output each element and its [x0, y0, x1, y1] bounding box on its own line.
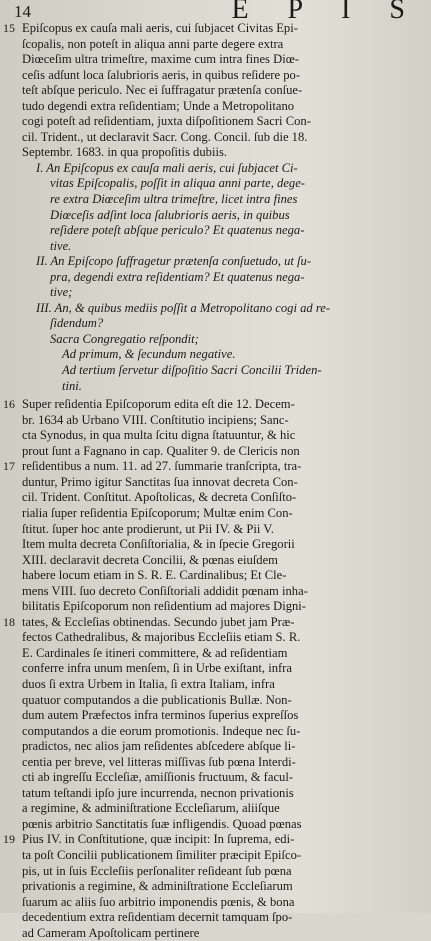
line-text: XIII. declaravit decreta Concilii, & pœnas eiuſdem: [22, 552, 278, 567]
text-line: [0, 379, 431, 395]
text-line: [0, 285, 431, 301]
text-line: [0, 770, 431, 786]
line-text: ſuarum ac aliis ſuo arbitrio imponendis pœnis, & bona: [22, 894, 295, 909]
marginal-number: 15: [3, 21, 15, 35]
line-text: duntur, Primo igitur Sanctitas ſua innovat decreta Con-: [22, 474, 298, 489]
marginal-number: 18: [3, 614, 15, 629]
line-text: computandos a die eorum promotionis. Indeque nec ſu-: [22, 723, 301, 738]
text-line: [0, 428, 431, 444]
text-line: [0, 848, 431, 864]
line-text: cta Synodus, in qua multa ſcitu digna ſtatuuntur, & hic: [22, 428, 296, 443]
line-text: re extra Diœceſim ultra trimeſtre, licet intra fines: [50, 192, 298, 207]
text-line: [0, 693, 431, 709]
text-line: [0, 459, 431, 475]
line-text: quatuor computandos a die publicationis Bullæ. Non-: [22, 692, 292, 707]
text-line: [0, 161, 431, 177]
line-text: br. 1634 ab Urbano VIII. Conſtitutio incipiens; Sanc-: [22, 412, 289, 427]
line-text: II. An Epiſcopo ſuffragetur prætenſa conſuetudo, ut ſu-: [36, 254, 312, 269]
text-line: [0, 99, 431, 115]
line-text: prout ſunt a Fagnano in cap. Qualiter 9. de Clericis non: [22, 443, 300, 458]
line-text: Diœceſim ultra trimeſtre, maxime cum intra fines Diœ-: [22, 52, 299, 67]
text-line: [0, 568, 431, 584]
line-text: pis, ut in ſuis Eccleſiis perſonaliter reſideant ſub pœna: [22, 863, 292, 878]
text-line: [0, 301, 431, 317]
text-line: [0, 490, 431, 506]
text-line: [0, 630, 431, 646]
line-text: cil. Trident. Conſtitut. Apoſtolicas, & decreta Conſiſto-: [22, 490, 297, 505]
line-text: conferre infra unum menſem, ſi in Urbe exiſtant, infra: [22, 661, 292, 676]
line-text: Diœceſis adſint loca ſalubrioris aeris, in quibus: [50, 207, 290, 222]
text-line: [0, 223, 431, 239]
text-line: [0, 444, 431, 460]
line-text: fectos Cathedralibus, & majoribus Eccleſiis etiam S. R.: [22, 630, 301, 645]
text-line: [0, 646, 431, 662]
line-text: tatum teſtandi ipſo jure incurrenda, necnon privationis: [22, 785, 294, 800]
line-text: cogi poteſt ad reſidentiam, juxta diſpoſitionem Sacri Con-: [22, 114, 311, 129]
text-line: [0, 270, 431, 286]
line-text: E. Cardinales ſe itineri committere, & ad reſidentiam: [22, 645, 288, 660]
text-line: [0, 599, 431, 615]
line-text: duos ſi extra Urbem in Italia, ſi extra Italiam, infra: [22, 676, 275, 691]
line-text: Ad primum, & ſecundum negative.: [62, 347, 236, 362]
text-line: [0, 130, 431, 146]
page-body-text: [0, 21, 431, 941]
text-line: [0, 801, 431, 817]
text-line: [0, 895, 431, 911]
text-line: [0, 208, 431, 224]
text-line: [0, 553, 431, 569]
line-text: pradictos, nec alios jam reſidentes abſcedere abſque li-: [22, 739, 296, 754]
text-line: [0, 677, 431, 693]
line-text: bilitatis Epiſcoporum non reſidentium ad majores Digni-: [22, 599, 307, 614]
text-line: [0, 475, 431, 491]
text-line: [0, 413, 431, 429]
text-line: [0, 661, 431, 677]
line-text: a regimine, & adminiſtratione Eccleſiarum, aliiſque: [22, 801, 280, 816]
line-text: tive.: [50, 238, 72, 253]
line-text: ceſis adſunt loca ſalubrioris aeris, in quibus reſidere po-: [22, 67, 301, 82]
marginal-number: 16: [3, 397, 15, 412]
line-text: reſidentibus a num. 11. ad 27. ſummarie tranſcripta, tra-: [22, 459, 302, 474]
line-text: tini.: [62, 378, 82, 393]
line-text: pra, degendi extra reſidentiam? Et quatenus nega-: [50, 269, 305, 284]
marginal-number: 19: [3, 832, 15, 847]
text-line: [0, 864, 431, 880]
line-text: cti ab ingreſſu Eccleſiæ, amiſſionis fructuum, & facul-: [22, 770, 294, 785]
text-line: [0, 832, 431, 848]
text-line: [0, 145, 431, 161]
text-line: [0, 817, 431, 833]
text-line: [0, 37, 431, 53]
text-line: [0, 879, 431, 895]
line-text: Epiſcopus ex cauſa mali aeris, cui ſubjacet Civitas Epi-: [22, 21, 298, 35]
line-text: ad Cameram Apoſtolicam pertinere: [22, 925, 200, 940]
text-line: [0, 708, 431, 724]
line-text: habere locum etiam in S. R. E. Cardinalibus; Et Cle-: [22, 568, 287, 583]
line-text: dum autem Præfectos infra terminos ſuperius expreſſos: [22, 708, 299, 723]
line-text: tive;: [50, 285, 73, 300]
text-line: [0, 83, 431, 99]
text-line: [0, 615, 431, 631]
text-line: [0, 316, 431, 332]
text-line: [0, 537, 431, 553]
text-line: [0, 910, 431, 926]
text-line: [0, 724, 431, 740]
line-text: decedentium extra reſidentiam decernit tamquam ſpo-: [22, 910, 293, 925]
line-text: Super reſidentia Epiſcoporum edita eſt die 12. Decem-: [22, 397, 295, 412]
line-text: Pius IV. in Conſtitutione, quæ incipit: In ſuprema, edi-: [22, 832, 295, 847]
line-text: vitas Epiſcopalis, poſſit in aliqua anni parte, dege-: [50, 176, 305, 191]
text-line: [0, 347, 431, 363]
line-text: ſcopalis, non poteſt in aliqua anni parte degere extra: [22, 36, 284, 51]
line-text: tates, & Eccleſias obtinendas. Secundo jubet jam Præ-: [22, 614, 295, 629]
text-line: [0, 239, 431, 255]
line-text: mens VIII. ſuo decreto Conſiſtoriali addidit pœnam inha-: [22, 583, 308, 598]
line-text: centia per breve, vel litteras miſſivas ſub pœna Interdi-: [22, 754, 296, 769]
text-line: [0, 739, 431, 755]
line-text: privationis a regimine, & adminiſtratione Eccleſiarum: [22, 879, 293, 894]
line-text: rialia ſuper reſidentia Epiſcoporum; Multæ enim Con-: [22, 505, 293, 520]
text-line: [0, 21, 431, 37]
line-text: ta poſt Concilii publicationem ſimiliter præcipit Epiſco-: [22, 847, 302, 862]
line-text: Item multa decreta Conſiſtorialia, & in ſpecie Gregorii: [22, 537, 295, 552]
text-line: [0, 176, 431, 192]
text-line: [0, 926, 431, 941]
text-line: [0, 52, 431, 68]
text-line: [0, 506, 431, 522]
page-header: [0, 0, 431, 25]
text-line: [0, 584, 431, 600]
text-line: [0, 192, 431, 208]
text-line: [0, 254, 431, 270]
line-text: tudo degendi extra reſidentiam; Unde a Metropolitano: [22, 98, 295, 113]
running-head: E P I S: [231, 0, 421, 25]
line-text: cil. Trident., ut declaravit Sacr. Cong. Concil. ſub die 18.: [22, 129, 308, 144]
line-text: Ad tertium ſervetur diſpoſitio Sacri Concilii Triden-: [62, 363, 322, 378]
text-line: [0, 522, 431, 538]
text-line: [0, 755, 431, 771]
line-text: ſidendum?: [50, 316, 104, 331]
line-text: pœnis arbitrio Sanctitatis ſuæ infligendis. Quoad pœnas: [22, 816, 302, 831]
text-line: [0, 363, 431, 379]
line-text: teſt abſque periculo. Nec ei ſuffragatur prætenſa conſue-: [22, 83, 303, 98]
line-text: ſtitut. ſuper hoc ante prodierunt, ut Pii IV. & Pii V.: [22, 521, 274, 536]
text-line: [0, 397, 431, 413]
marginal-number: 17: [3, 459, 15, 474]
line-text: I. An Epiſcopus ex cauſa mali aeris, cui ſubjacet Ci-: [36, 160, 298, 175]
page-number: 14: [14, 2, 31, 21]
text-line: [0, 68, 431, 84]
line-text: Sacra Congregatio reſpondit;: [50, 331, 199, 346]
text-line: [0, 114, 431, 130]
text-line: [0, 786, 431, 802]
line-text: reſidere poteſt abſque periculo? Et quatenus nega-: [50, 223, 305, 238]
text-line: [0, 332, 431, 348]
line-text: III. An, & quibus mediis poſſit a Metropolitano cogi ad re-: [36, 300, 331, 315]
line-text: Septembr. 1683. in qua propoſitis dubiis.: [22, 145, 227, 160]
